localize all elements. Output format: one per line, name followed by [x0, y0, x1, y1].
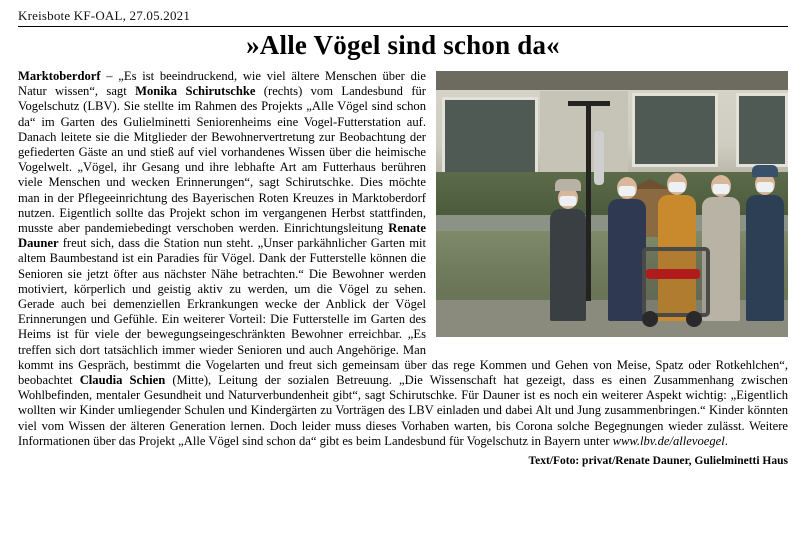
article-photo — [436, 71, 788, 337]
header-divider — [18, 26, 788, 27]
photo-person-5-cap — [752, 165, 778, 177]
photo-person-1 — [550, 209, 586, 321]
photo-person-4-mask — [713, 184, 730, 194]
article-credit: Text/Foto: privat/Renate Dauner, Gulielminetti Haus — [528, 455, 788, 468]
photo-rollator-seat — [646, 269, 700, 279]
article-paragraph-3: freut sich, dass die Station nun steht. „Unser parkähnlicher Garten mit altem Baumbestand ist ein Paradies für Vögel. Dank der Futterstelle können die Senioren sie jetzt öfter aus nächster Nähe betrachten.“ Die Bewohner werden motiviert, körperlich und geistig aktiv zu werden, um die Vögel zu sehen. Gerade auch bei demenziellen Erkrankungen wecke der Anblick der Vögel Erinnerungen und Gefühle. Ein weiterer Vorteil: Die Futterstelle im Garten des Heims ist für viele der bewegungseingeschränkten Bewohner erreichbar. „Es treffen sich dort tatsächlich immer wieder Senioren und auch Angehörige. Man kommt ins Gespräch, bestimmt die Vogelarten und freut sich gemeinsam über das rege Kommen und Gehen von Meise, Spatz oder Rotkehlchen“, beobachtet — [18, 236, 788, 388]
photo-feeder-pole — [586, 101, 591, 301]
photo-person-3-mask — [669, 182, 686, 192]
article-headline: »Alle Vögel sind schon da« — [246, 30, 560, 60]
source-line: Kreisbote KF-OAL, 27.05.2021 — [18, 8, 191, 23]
photo-feeder-arm — [568, 101, 610, 106]
photo-rollator-wheel-left — [642, 311, 658, 327]
photo-person-2 — [608, 199, 646, 321]
article-paragraph-end: . — [724, 433, 728, 448]
photo-window-left — [442, 97, 538, 183]
photo-window-right — [736, 93, 788, 167]
article-name-2: Renate Dauner — [18, 221, 426, 251]
photo-seed-tube — [594, 131, 604, 185]
photo-rollator-wheel-right — [686, 311, 702, 327]
photo-person-1-hat — [555, 179, 581, 191]
photo-roof-edge — [436, 71, 788, 90]
photo-person-2-mask — [619, 186, 636, 196]
photo-person-5 — [746, 195, 784, 321]
article-name-1: Monika Schirutschke — [135, 84, 256, 99]
photo-person-5-mask — [757, 182, 774, 192]
article-paragraph-2: (rechts) vom Landesbund für Vogelschutz (LBV). Sie stellte im Rahmen des Projekts „Alle Vögel sind schon da“ im Garten des Gulielminetti Seniorenheims eine Vogel-Futterstation auf. Danach leitete sie die Mitglieder der Bewohnervertretung zur Beobachtung der gefiederten Gäste an und stieß auf viel vorhandenes Wissen über die heimische Vogelwelt. „Vögel, ihr Gesang und ihre lebhafte Art am Futterhaus berühren viele Menschen und wecken Erinnerungen“, sagt Schirutschke. Dies möchte man in der Pflegeeinrichtung des Bayerischen Roten Kreuzes in Marktoberdorf nutzen. Eigentlich sollte das Projekt schon im vergangenen Herbst stattfinden, musste aber pandemiebedingt verschoben werden. Einrichtungsleitung — [18, 84, 427, 236]
article-url[interactable]: www.lbv.de/allevoegel — [612, 433, 725, 448]
photo-person-1-mask — [560, 196, 577, 206]
article-paragraph-4: (Mitte), Leitung der sozialen Betreuung. „Die Wissenschaft hat gezeigt, dass es einen Zusammenhang zwischen Wohlbefinden, mentaler Gesundheit und Naturverbundenheit gibt“, sagt Schirutschke. Für Dauner ist es noch ein weiterer Aspekt wichtig: „Eigentlich wollten wir Kinder umliegender Schulen und Kindergärten zu Vorträgen des LBV einladen und dabei Alt und Jung zusammenbringen.“ Kinder könnten viel vom Wissen der älteren Generation lernen. Doch leider muss dieses Vorhaben warten, bis Corona solche Begegnungen wieder zulässt. Weitere Informationen über das Projekt „Alle Vögel sind schon da“ gibt es beim Landesbund für Vogelschutz in Bayern unter — [18, 373, 788, 448]
photo-rollator — [642, 247, 710, 317]
photo-window-middle — [632, 93, 718, 167]
article-paragraph-1: – „Es ist beeindruckend, wie viel ältere Menschen über die Natur wissen“, sagt — [18, 69, 426, 99]
article-inner — [18, 8, 788, 526]
article-lead-city: Marktoberdorf — [18, 69, 101, 83]
article-name-3: Claudia Schien — [79, 373, 166, 388]
